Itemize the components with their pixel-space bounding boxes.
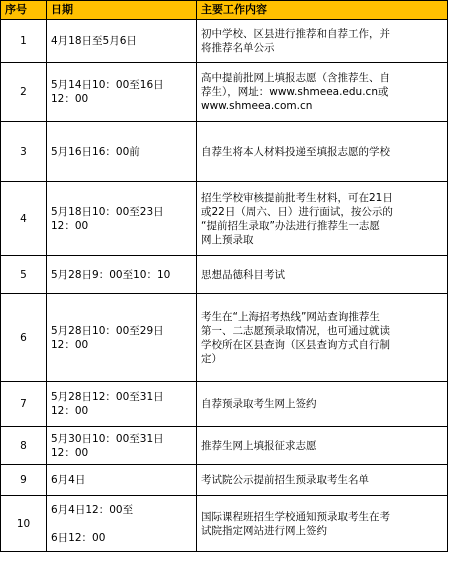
header-date: 日期 [47, 1, 197, 20]
row-number: 6 [1, 294, 47, 382]
row-content: 国际课程班招生学校通知预录取考生在考 试院指定网站进行网上签约 [197, 496, 448, 552]
row-content: 推荐生网上填报征求志愿 [197, 427, 448, 465]
row-content: 思想品德科目考试 [197, 256, 448, 294]
table-row [1, 496, 448, 552]
row-content: 初中学校、区县进行推荐和自荐工作，并 将推荐名单公示 [197, 20, 448, 63]
row-date: 6月4日 [47, 465, 197, 496]
row-content: 自荐预录取考生网上签约 [197, 382, 448, 427]
row-content: 高中提前批网上填报志愿（含推荐生、自 荐生），网址：www.shmeea.edu.cn或 www.shmeea.com.cn [197, 63, 448, 122]
table-row [1, 63, 448, 122]
table-row [1, 122, 448, 182]
table-row [1, 382, 448, 427]
row-date: 5月14日10：00至16日 12：00 [47, 63, 197, 122]
row-date: 5月28日9：00至10：10 [47, 256, 197, 294]
row-date: 4月18日至5月6日 [47, 20, 197, 63]
table-row [1, 294, 448, 382]
row-content: 招生学校审核提前批考生材料，可在21日 或22日（周六、日）进行面试，按公示的 “提前招生录取”办法进行推荐生一志愿 网上预录取 [197, 182, 448, 256]
table-row [1, 256, 448, 294]
row-date: 5月18日10：00至23日 12：00 [47, 182, 197, 256]
row-content: 考生在“上海招考热线”网站查询推荐生 第一、二志愿预录取情况，也可通过就读 学校所在区县查询（区县查询方式自行制 定） [197, 294, 448, 382]
row-number: 3 [1, 122, 47, 182]
table-row [1, 20, 448, 63]
row-date: 5月28日12：00至31日 12：00 [47, 382, 197, 427]
row-number: 1 [1, 20, 47, 63]
table-row [1, 465, 448, 496]
row-date: 5月16日16：00前 [47, 122, 197, 182]
header-content: 主要工作内容 [197, 1, 448, 20]
row-number: 9 [1, 465, 47, 496]
row-content: 自荐生将本人材料投递至填报志愿的学校 [197, 122, 448, 182]
header-no: 序号 [1, 1, 47, 20]
table-header-row [1, 1, 448, 20]
table-row [1, 427, 448, 465]
row-number: 2 [1, 63, 47, 122]
row-number: 8 [1, 427, 47, 465]
row-number: 10 [1, 496, 47, 552]
row-number: 4 [1, 182, 47, 256]
table-row [1, 182, 448, 256]
row-number: 7 [1, 382, 47, 427]
row-number: 5 [1, 256, 47, 294]
row-date: 5月28日10：00至29日 12：00 [47, 294, 197, 382]
row-date: 6月4日12：00至 6日12：00 [47, 496, 197, 552]
row-date: 5月30日10：00至31日 12：00 [47, 427, 197, 465]
row-content: 考试院公示提前招生预录取考生名单 [197, 465, 448, 496]
